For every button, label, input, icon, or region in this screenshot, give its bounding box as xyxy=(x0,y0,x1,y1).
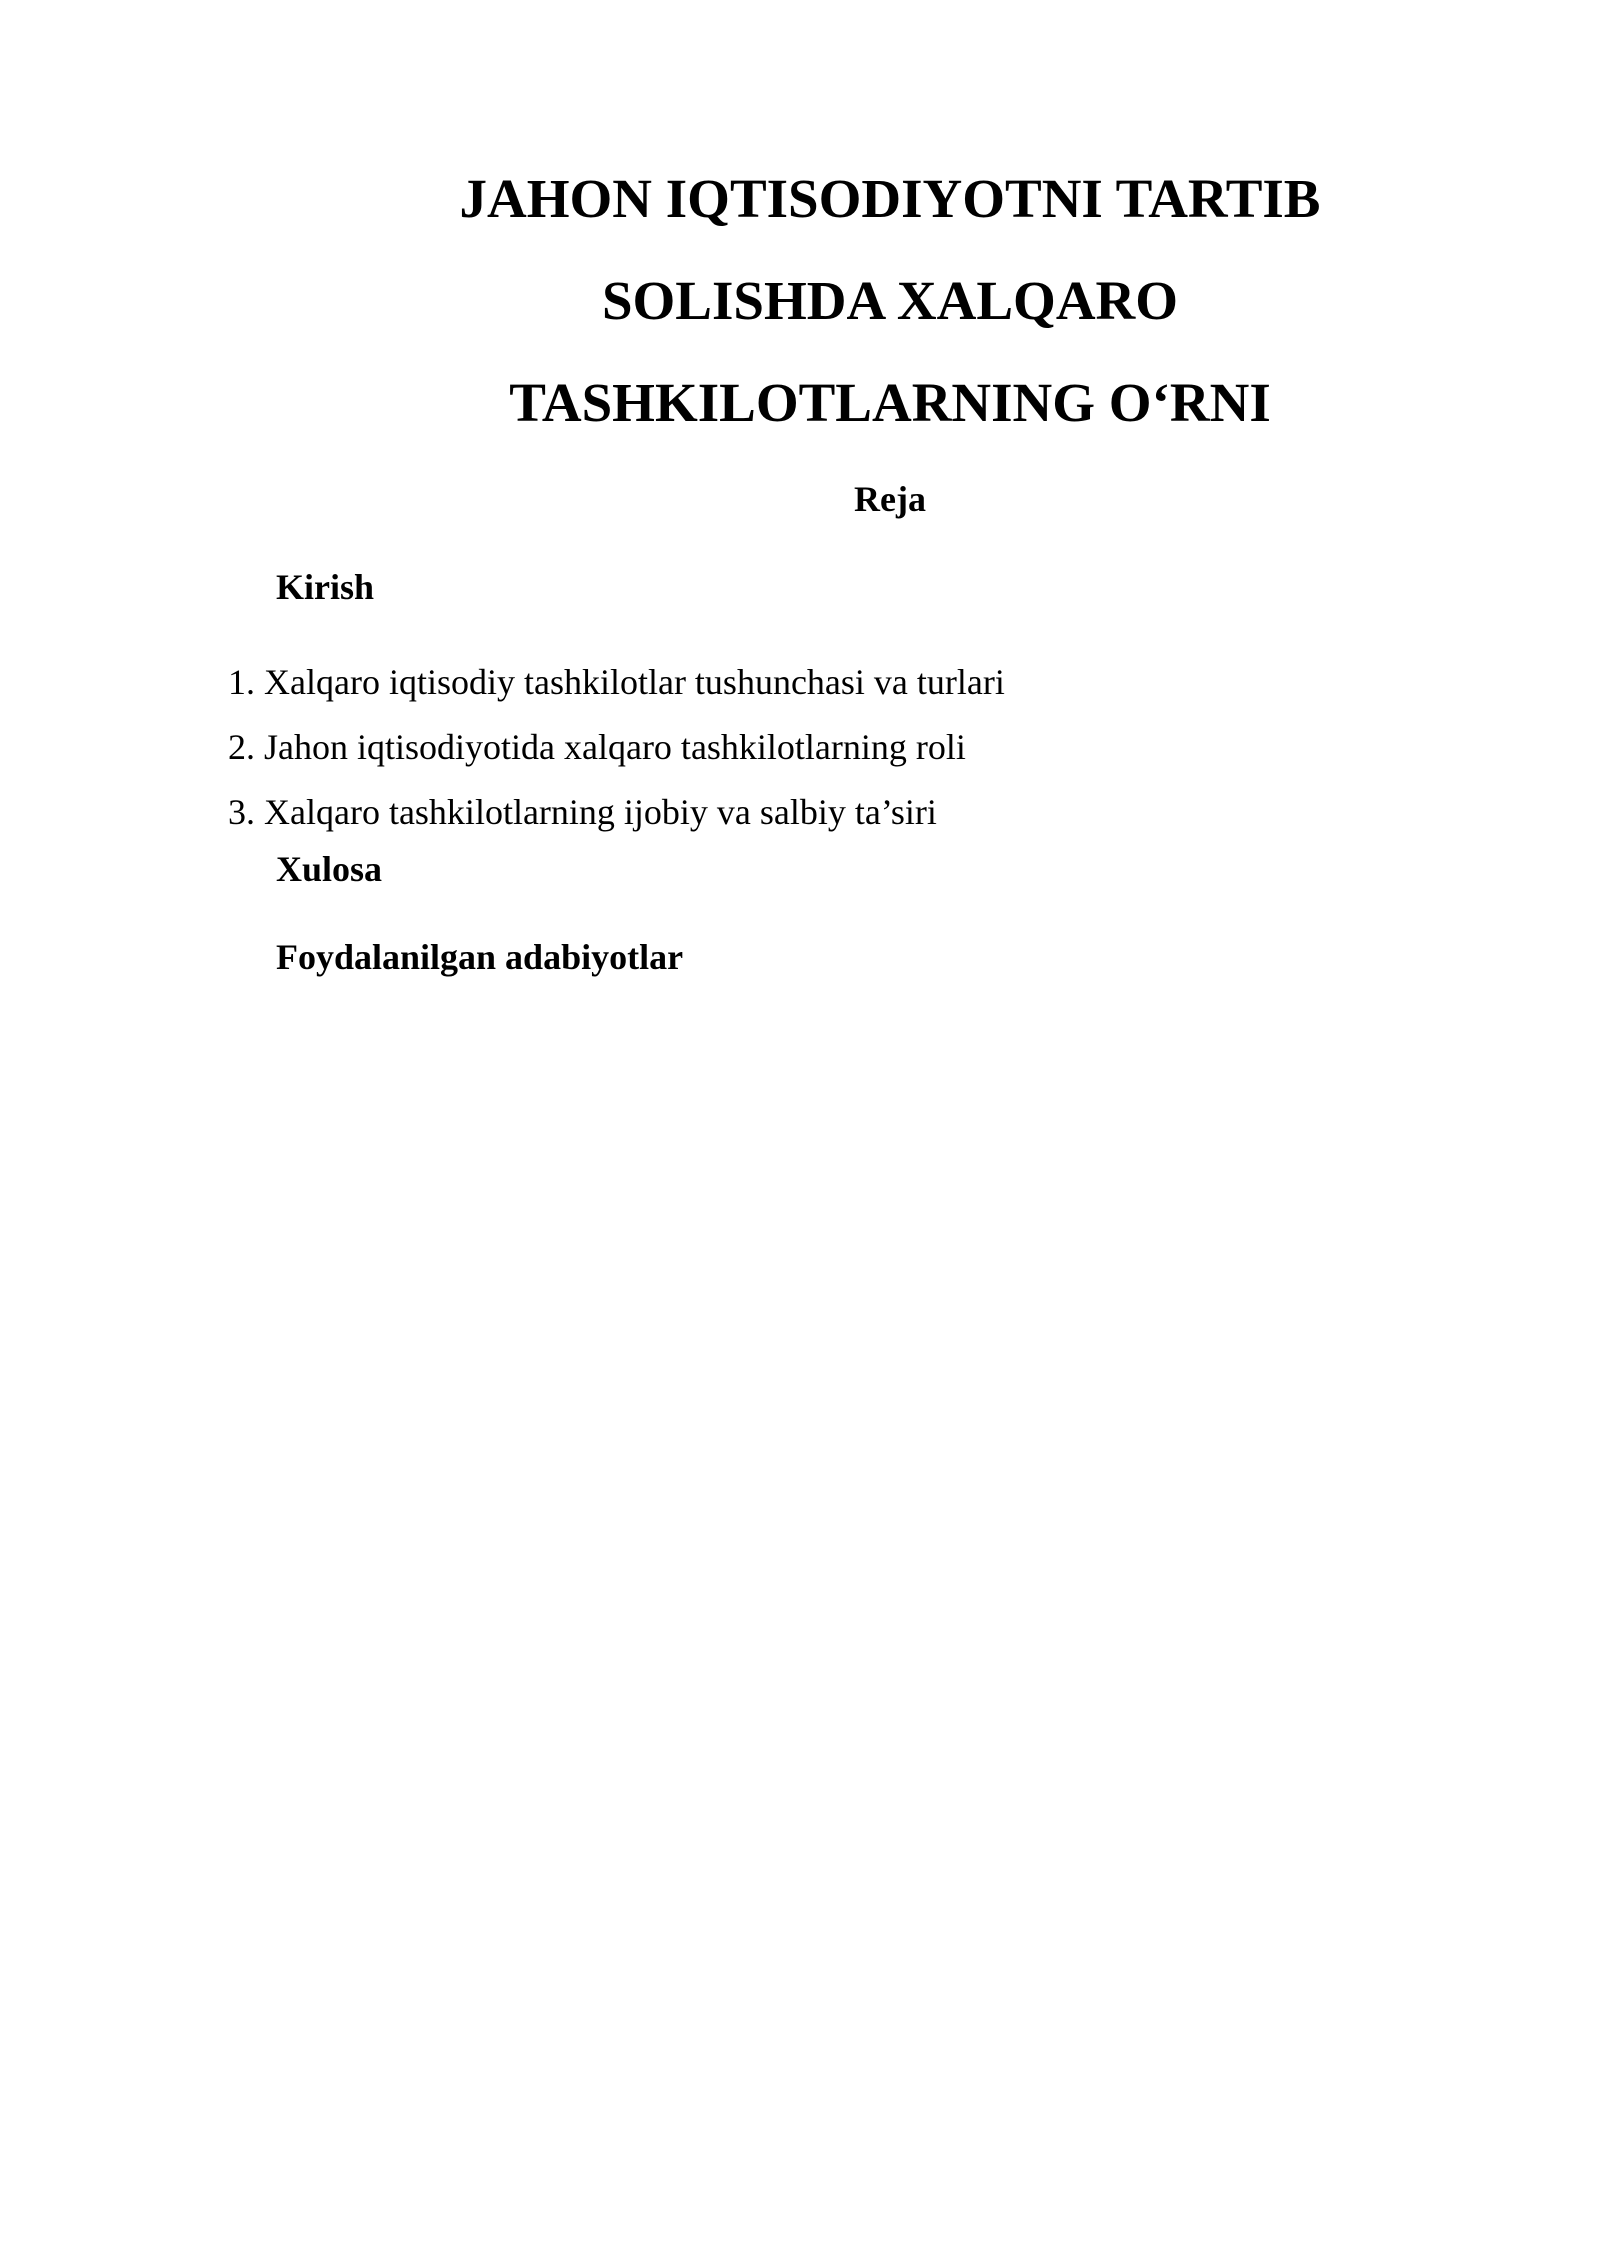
document-title xyxy=(420,148,1360,454)
references-heading: Foydalanilgan adabiyotlar xyxy=(276,937,684,977)
plan-item-3: 3. Xalqaro tashkilotlarning ijobiy va salbiy ta’siri xyxy=(228,792,937,832)
plan-item-2: 2. Jahon iqtisodiyotida xalqaro tashkilotlarning roli xyxy=(228,727,966,767)
plan-item-1: 1. Xalqaro iqtisodiy tashkilotlar tushunchasi va turlari xyxy=(228,662,1005,702)
plan-list xyxy=(228,650,1005,845)
introduction-heading: Kirish xyxy=(276,567,375,607)
title-line-2: SOLISHDA XALQARO xyxy=(601,270,1179,331)
title-line-3: TASHKILOTLARNING O‘RNI xyxy=(509,372,1271,433)
plan-heading: Reja xyxy=(854,479,926,519)
title-line-1: JAHON IQTISODIYOTNI TARTIB xyxy=(459,168,1321,229)
conclusion-heading: Xulosa xyxy=(276,849,383,889)
